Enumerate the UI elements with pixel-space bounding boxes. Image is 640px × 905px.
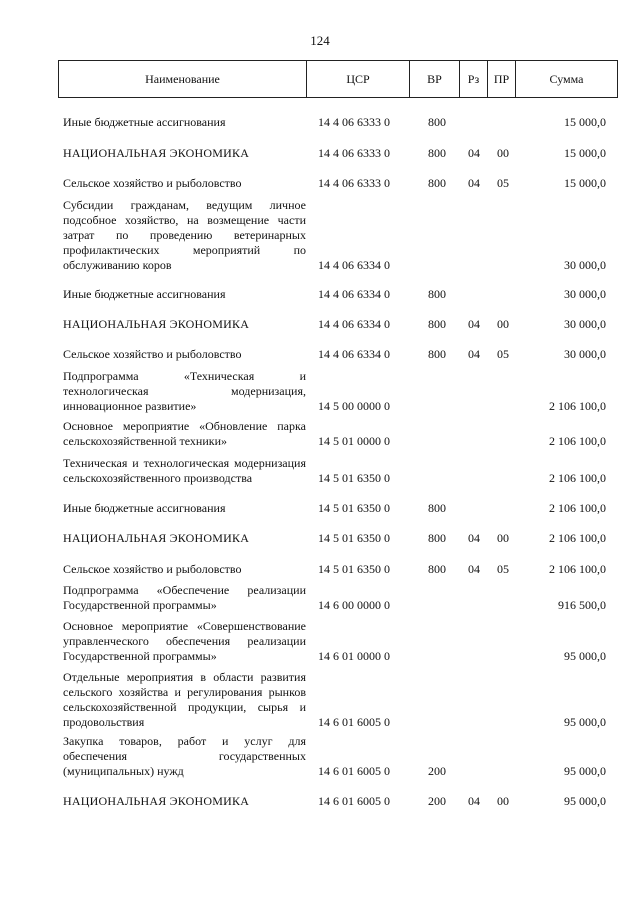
row-vr: 800	[428, 562, 446, 576]
row-name: Сельское хозяйство и рыболовство	[63, 562, 242, 576]
row-name: Иные бюджетные ассигнования	[63, 501, 226, 515]
row-csr: 14 6 01 6005 0	[318, 794, 390, 808]
row-pr: 05	[497, 176, 509, 190]
row-name: Подпрограмма «Обеспечение реализации Государственной программы»	[63, 583, 306, 612]
row-sum: 2 106 100,0	[549, 471, 606, 485]
row-name: Основное мероприятие «Обновление парка сельскохозяйственной техники»	[63, 419, 306, 448]
row-rz: 04	[468, 794, 480, 808]
row-name: Основное мероприятие «Совершенствование управленческого обеспечения реализации Государственной программы»	[63, 619, 306, 663]
row-csr: 14 4 06 6333 0	[318, 115, 390, 129]
row-csr: 14 6 00 0000 0	[318, 598, 390, 612]
row-vr: 800	[428, 287, 446, 301]
row-sum: 2 106 100,0	[549, 434, 606, 448]
row-csr: 14 4 06 6333 0	[318, 176, 390, 190]
row-rz: 04	[468, 317, 480, 331]
row-name: Техническая и технологическая модернизация сельскохозяйственного производства	[63, 456, 306, 485]
row-csr: 14 5 00 0000 0	[318, 399, 390, 413]
row-name: Иные бюджетные ассигнования	[63, 115, 226, 129]
header-pr: ПР	[488, 61, 516, 97]
row-csr: 14 5 01 6350 0	[318, 471, 390, 485]
row-vr: 800	[428, 501, 446, 515]
header-rz: Рз	[460, 61, 488, 97]
header-sum: Сумма	[549, 72, 584, 86]
row-vr: 800	[428, 531, 446, 545]
row-name: НАЦИОНАЛЬНАЯ ЭКОНОМИКА	[63, 317, 250, 331]
row-vr: 200	[428, 794, 446, 808]
row-name: Подпрограмма «Техническая и технологическая модернизация, инновационное развитие»	[63, 369, 306, 413]
row-csr: 14 6 01 6005 0	[318, 764, 390, 778]
row-sum: 916 500,0	[558, 598, 606, 612]
row-csr: 14 5 01 6350 0	[318, 501, 390, 515]
row-sum: 2 106 100,0	[549, 562, 606, 576]
header-csr: ЦСР	[307, 61, 410, 97]
row-name: Субсидии гражданам, ведущим личное подсобное хозяйство, на возмещение части затрат по проведению ветеринарных профилактических мероприятий по обслуживанию коров	[63, 198, 306, 272]
row-csr: 14 4 06 6333 0	[318, 146, 390, 160]
row-sum: 95 000,0	[564, 649, 606, 663]
row-sum: 30 000,0	[564, 287, 606, 301]
row-sum: 2 106 100,0	[549, 501, 606, 515]
header-name: Наименование	[59, 61, 307, 97]
row-vr: 800	[428, 317, 446, 331]
row-sum: 2 106 100,0	[549, 531, 606, 545]
row-pr: 00	[497, 531, 509, 545]
row-csr: 14 4 06 6334 0	[318, 317, 390, 331]
row-name: НАЦИОНАЛЬНАЯ ЭКОНОМИКА	[63, 794, 250, 808]
row-sum: 15 000,0	[564, 115, 606, 129]
row-csr: 14 6 01 6005 0	[318, 715, 390, 729]
row-vr: 800	[428, 347, 446, 361]
row-csr: 14 6 01 0000 0	[318, 649, 390, 663]
row-csr: 14 4 06 6334 0	[318, 287, 390, 301]
row-sum: 30 000,0	[564, 258, 606, 272]
row-pr: 00	[497, 317, 509, 331]
row-sum: 2 106 100,0	[549, 399, 606, 413]
row-csr: 14 5 01 6350 0	[318, 531, 390, 545]
table-header	[58, 60, 618, 98]
row-sum: 15 000,0	[564, 176, 606, 190]
row-pr: 00	[497, 146, 509, 160]
row-sum: 30 000,0	[564, 317, 606, 331]
row-rz: 04	[468, 562, 480, 576]
row-csr: 14 4 06 6334 0	[318, 258, 390, 272]
row-name: НАЦИОНАЛЬНАЯ ЭКОНОМИКА	[63, 146, 250, 160]
row-csr: 14 4 06 6334 0	[318, 347, 390, 361]
row-sum: 30 000,0	[564, 347, 606, 361]
row-name: НАЦИОНАЛЬНАЯ ЭКОНОМИКА	[63, 531, 250, 545]
row-sum: 15 000,0	[564, 146, 606, 160]
row-vr: 800	[428, 115, 446, 129]
row-sum: 95 000,0	[564, 715, 606, 729]
row-name: Закупка товаров, работ и услуг для обеспечения государственных (муниципальных) нужд	[63, 734, 306, 778]
page-number: 124	[310, 33, 330, 48]
row-sum: 95 000,0	[564, 764, 606, 778]
row-pr: 00	[497, 794, 509, 808]
header-vr: ВР	[410, 61, 460, 97]
row-rz: 04	[468, 176, 480, 190]
row-pr: 05	[497, 347, 509, 361]
row-vr: 200	[428, 764, 446, 778]
row-vr: 800	[428, 146, 446, 160]
row-rz: 04	[468, 146, 480, 160]
row-name: Иные бюджетные ассигнования	[63, 287, 226, 301]
row-vr: 800	[428, 176, 446, 190]
row-csr: 14 5 01 0000 0	[318, 434, 390, 448]
row-csr: 14 5 01 6350 0	[318, 562, 390, 576]
row-name: Сельское хозяйство и рыболовство	[63, 347, 242, 361]
row-name: Отдельные мероприятия в области развития сельского хозяйства и регулирования рынков сельскохозяйственной продукции, сырья и продовольствия	[63, 670, 306, 729]
row-rz: 04	[468, 347, 480, 361]
row-name: Сельское хозяйство и рыболовство	[63, 176, 242, 190]
row-sum: 95 000,0	[564, 794, 606, 808]
row-rz: 04	[468, 531, 480, 545]
row-pr: 05	[497, 562, 509, 576]
